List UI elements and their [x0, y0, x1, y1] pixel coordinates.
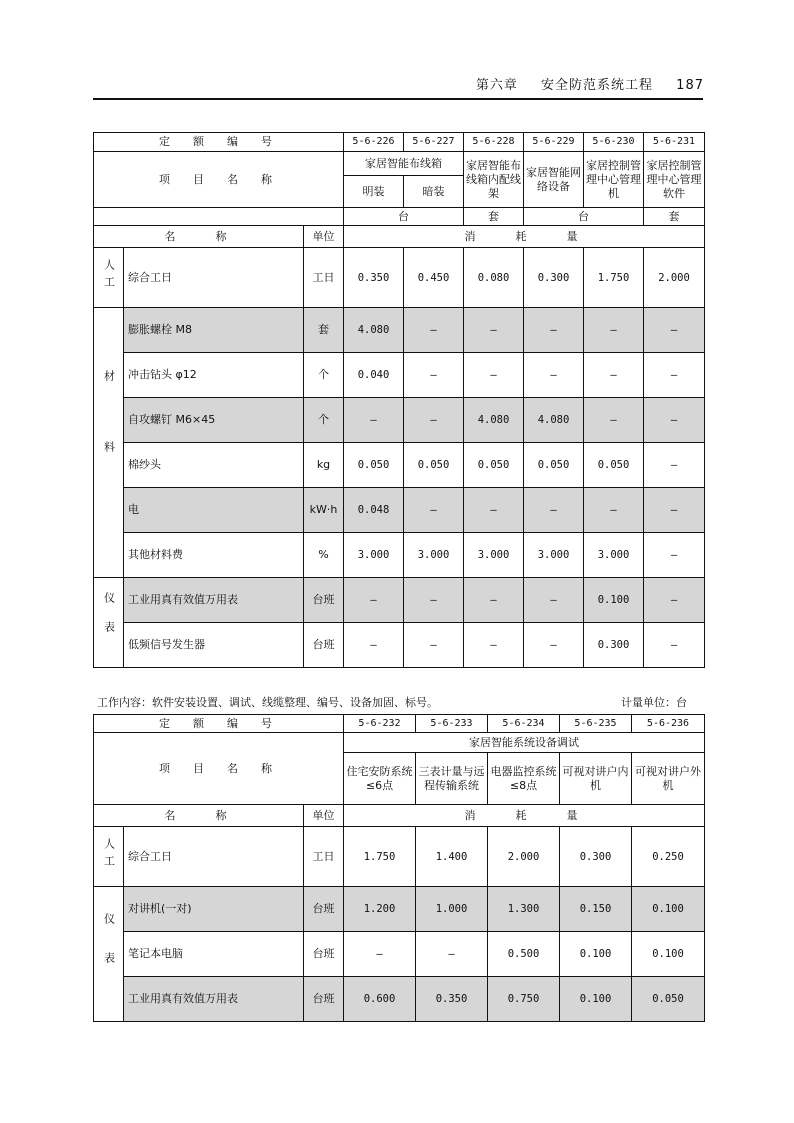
row-name: 电 — [124, 488, 304, 533]
value-cell: — — [344, 398, 404, 443]
category-cell: 人工 — [94, 248, 124, 308]
value-cell: — — [584, 398, 644, 443]
column-header-row — [94, 226, 705, 248]
value-cell: — — [644, 533, 705, 578]
value-cell: 0.048 — [344, 488, 404, 533]
value-cell: 0.100 — [632, 887, 705, 932]
value-cell: 0.080 — [464, 248, 524, 308]
table-row — [94, 443, 705, 488]
value-cell: — — [644, 353, 705, 398]
value-cell: — — [404, 488, 464, 533]
sub-header: 暗装 — [404, 176, 464, 208]
measure-unit: 计量单位：台 — [621, 696, 687, 709]
quota-table-2 — [93, 714, 705, 1022]
value-cell: — — [644, 443, 705, 488]
code-header: 定 额 编 号 — [94, 715, 344, 733]
value-cell: 0.050 — [584, 443, 644, 488]
value-cell: 0.100 — [584, 578, 644, 623]
group-header: 家居智能布线箱 — [344, 152, 464, 176]
value-cell: 1.000 — [416, 887, 488, 932]
value-cell: 3.000 — [524, 533, 584, 578]
row-name: 棉纱头 — [124, 443, 304, 488]
row-name: 膨胀螺栓 M8 — [124, 308, 304, 353]
code-cell: 5-6-234 — [488, 715, 560, 733]
consumption-header: 消 耗 量 — [344, 226, 705, 248]
value-cell: — — [524, 308, 584, 353]
code-cell: 5-6-233 — [416, 715, 488, 733]
value-cell: 2.000 — [488, 827, 560, 887]
item-header: 三表计量与远程传输系统 — [416, 753, 488, 805]
row-name: 其他材料费 — [124, 533, 304, 578]
item-header: 家居智能网络设备 — [524, 152, 584, 208]
row-name: 冲击钻头 φ12 — [124, 353, 304, 398]
value-cell: — — [404, 623, 464, 668]
item-header: 家居控制管理中心管理机 — [584, 152, 644, 208]
value-cell: 0.100 — [560, 932, 632, 977]
table-row — [94, 353, 705, 398]
value-cell: 4.080 — [524, 398, 584, 443]
value-cell: — — [644, 308, 705, 353]
item-header: 家居控制管理中心管理软件 — [644, 152, 705, 208]
value-cell: 1.750 — [344, 827, 416, 887]
chapter-title: 安全防范系统工程 — [541, 78, 654, 93]
table-row — [94, 887, 705, 932]
value-cell: — — [644, 398, 705, 443]
unit-cell: 台 — [344, 208, 464, 226]
value-cell: — — [416, 932, 488, 977]
work-content: 工作内容：软件安装设置、调试、线缆整理、编号、设备加固、标号。 — [97, 696, 438, 709]
row-unit: 个 — [304, 398, 344, 443]
value-cell: — — [524, 578, 584, 623]
value-cell: — — [524, 488, 584, 533]
code-cell: 5-6-232 — [344, 715, 416, 733]
value-cell: — — [404, 308, 464, 353]
category-cell: 仪表 — [94, 887, 124, 1022]
value-cell: — — [344, 578, 404, 623]
value-cell: 0.050 — [404, 443, 464, 488]
table-row — [94, 248, 705, 308]
value-cell: 0.450 — [404, 248, 464, 308]
code-cell: 5-6-230 — [584, 133, 644, 152]
row-name: 综合工日 — [124, 248, 304, 308]
value-cell: 0.040 — [344, 353, 404, 398]
value-cell: — — [404, 353, 464, 398]
value-cell: 4.080 — [464, 398, 524, 443]
value-cell: 0.100 — [560, 977, 632, 1022]
table-row — [94, 488, 705, 533]
value-cell: 1.300 — [488, 887, 560, 932]
unit-header: 单位 — [304, 805, 344, 827]
value-cell: 3.000 — [584, 533, 644, 578]
value-cell: 1.200 — [344, 887, 416, 932]
row-unit: 台班 — [304, 578, 344, 623]
value-cell: 3.000 — [404, 533, 464, 578]
name-header: 名 称 — [94, 805, 304, 827]
table-row — [94, 398, 705, 443]
page-number: 187 — [676, 78, 704, 93]
row-unit: 台班 — [304, 623, 344, 668]
code-cell: 5-6-226 — [344, 133, 404, 152]
value-cell: 4.080 — [344, 308, 404, 353]
value-cell: — — [524, 353, 584, 398]
code-cell: 5-6-231 — [644, 133, 705, 152]
value-cell: — — [464, 488, 524, 533]
value-cell: 0.050 — [344, 443, 404, 488]
value-cell: 0.250 — [632, 827, 705, 887]
row-name: 综合工日 — [124, 827, 304, 887]
category-cell: 材料 — [94, 308, 124, 578]
value-cell: 3.000 — [344, 533, 404, 578]
work-content-line — [97, 694, 687, 710]
code-row — [94, 133, 705, 152]
value-cell: 0.050 — [524, 443, 584, 488]
row-unit: kg — [304, 443, 344, 488]
code-row — [94, 715, 705, 733]
value-cell: 1.750 — [584, 248, 644, 308]
quota-table-1 — [93, 132, 705, 668]
item-header: 可视对讲户内机 — [560, 753, 632, 805]
code-header: 定 额 编 号 — [94, 133, 344, 152]
value-cell: — — [644, 488, 705, 533]
value-cell: — — [464, 578, 524, 623]
row-name: 低频信号发生器 — [124, 623, 304, 668]
unit-cell: 套 — [644, 208, 705, 226]
value-cell: 0.750 — [488, 977, 560, 1022]
code-cell: 5-6-229 — [524, 133, 584, 152]
table-row — [94, 578, 705, 623]
unit-cell: 套 — [464, 208, 524, 226]
value-cell: 0.300 — [584, 623, 644, 668]
value-cell: 0.350 — [344, 248, 404, 308]
value-cell: — — [524, 623, 584, 668]
row-unit: % — [304, 533, 344, 578]
value-cell: — — [464, 308, 524, 353]
table-row — [94, 932, 705, 977]
value-cell: — — [464, 353, 524, 398]
unit-header: 单位 — [304, 226, 344, 248]
name-header: 名 称 — [94, 226, 304, 248]
value-cell: — — [404, 398, 464, 443]
item-header: 住宅安防系统≤6点 — [344, 753, 416, 805]
consumption-header: 消 耗 量 — [344, 805, 705, 827]
value-cell: — — [644, 578, 705, 623]
value-cell: — — [584, 308, 644, 353]
code-cell: 5-6-236 — [632, 715, 705, 733]
value-cell: 0.600 — [344, 977, 416, 1022]
code-cell: 5-6-227 — [404, 133, 464, 152]
row-name: 工业用真有效值万用表 — [124, 578, 304, 623]
header-rule — [93, 98, 703, 100]
row-unit: kW·h — [304, 488, 344, 533]
row-unit: 台班 — [304, 887, 344, 932]
item-header: 可视对讲户外机 — [632, 753, 705, 805]
item-name-header: 项 目 名 称 — [94, 733, 344, 805]
unit-cell: 台 — [524, 208, 644, 226]
value-cell: — — [344, 623, 404, 668]
value-cell: 0.300 — [560, 827, 632, 887]
value-cell: 2.000 — [644, 248, 705, 308]
value-cell: — — [644, 623, 705, 668]
table-row — [94, 308, 705, 353]
value-cell: — — [464, 623, 524, 668]
value-cell: 0.350 — [416, 977, 488, 1022]
value-cell: 0.300 — [524, 248, 584, 308]
table-row — [94, 623, 705, 668]
item-name-header: 项 目 名 称 — [94, 152, 344, 208]
column-header-row — [94, 805, 705, 827]
sub-header: 明装 — [344, 176, 404, 208]
row-unit: 台班 — [304, 932, 344, 977]
code-cell: 5-6-235 — [560, 715, 632, 733]
row-unit: 工日 — [304, 248, 344, 308]
row-name: 工业用真有效值万用表 — [124, 977, 304, 1022]
table-row — [94, 533, 705, 578]
category-cell: 人工 — [94, 827, 124, 887]
table-row — [94, 827, 705, 887]
group-header: 家居智能系统设备调试 — [344, 733, 705, 753]
row-unit: 个 — [304, 353, 344, 398]
value-cell: 0.100 — [632, 932, 705, 977]
value-cell: — — [344, 932, 416, 977]
value-cell: 1.400 — [416, 827, 488, 887]
value-cell: 0.050 — [632, 977, 705, 1022]
value-cell: 0.050 — [464, 443, 524, 488]
code-cell: 5-6-228 — [464, 133, 524, 152]
table-row — [94, 977, 705, 1022]
row-name: 自攻螺钉 M6×45 — [124, 398, 304, 443]
value-cell: — — [404, 578, 464, 623]
row-unit: 台班 — [304, 977, 344, 1022]
value-cell: — — [584, 353, 644, 398]
item-header: 电器监控系统≤8点 — [488, 753, 560, 805]
row-unit: 套 — [304, 308, 344, 353]
row-name: 对讲机(一对) — [124, 887, 304, 932]
value-cell: — — [584, 488, 644, 533]
row-unit: 工日 — [304, 827, 344, 887]
value-cell: 3.000 — [464, 533, 524, 578]
value-cell: 0.150 — [560, 887, 632, 932]
page-header — [458, 74, 704, 93]
blank-cell — [94, 208, 344, 226]
row-name: 笔记本电脑 — [124, 932, 304, 977]
value-cell: 0.500 — [488, 932, 560, 977]
item-header: 家居智能布线箱内配线架 — [464, 152, 524, 208]
chapter-label: 第六章 — [475, 78, 518, 93]
category-cell: 仪表 — [94, 578, 124, 668]
